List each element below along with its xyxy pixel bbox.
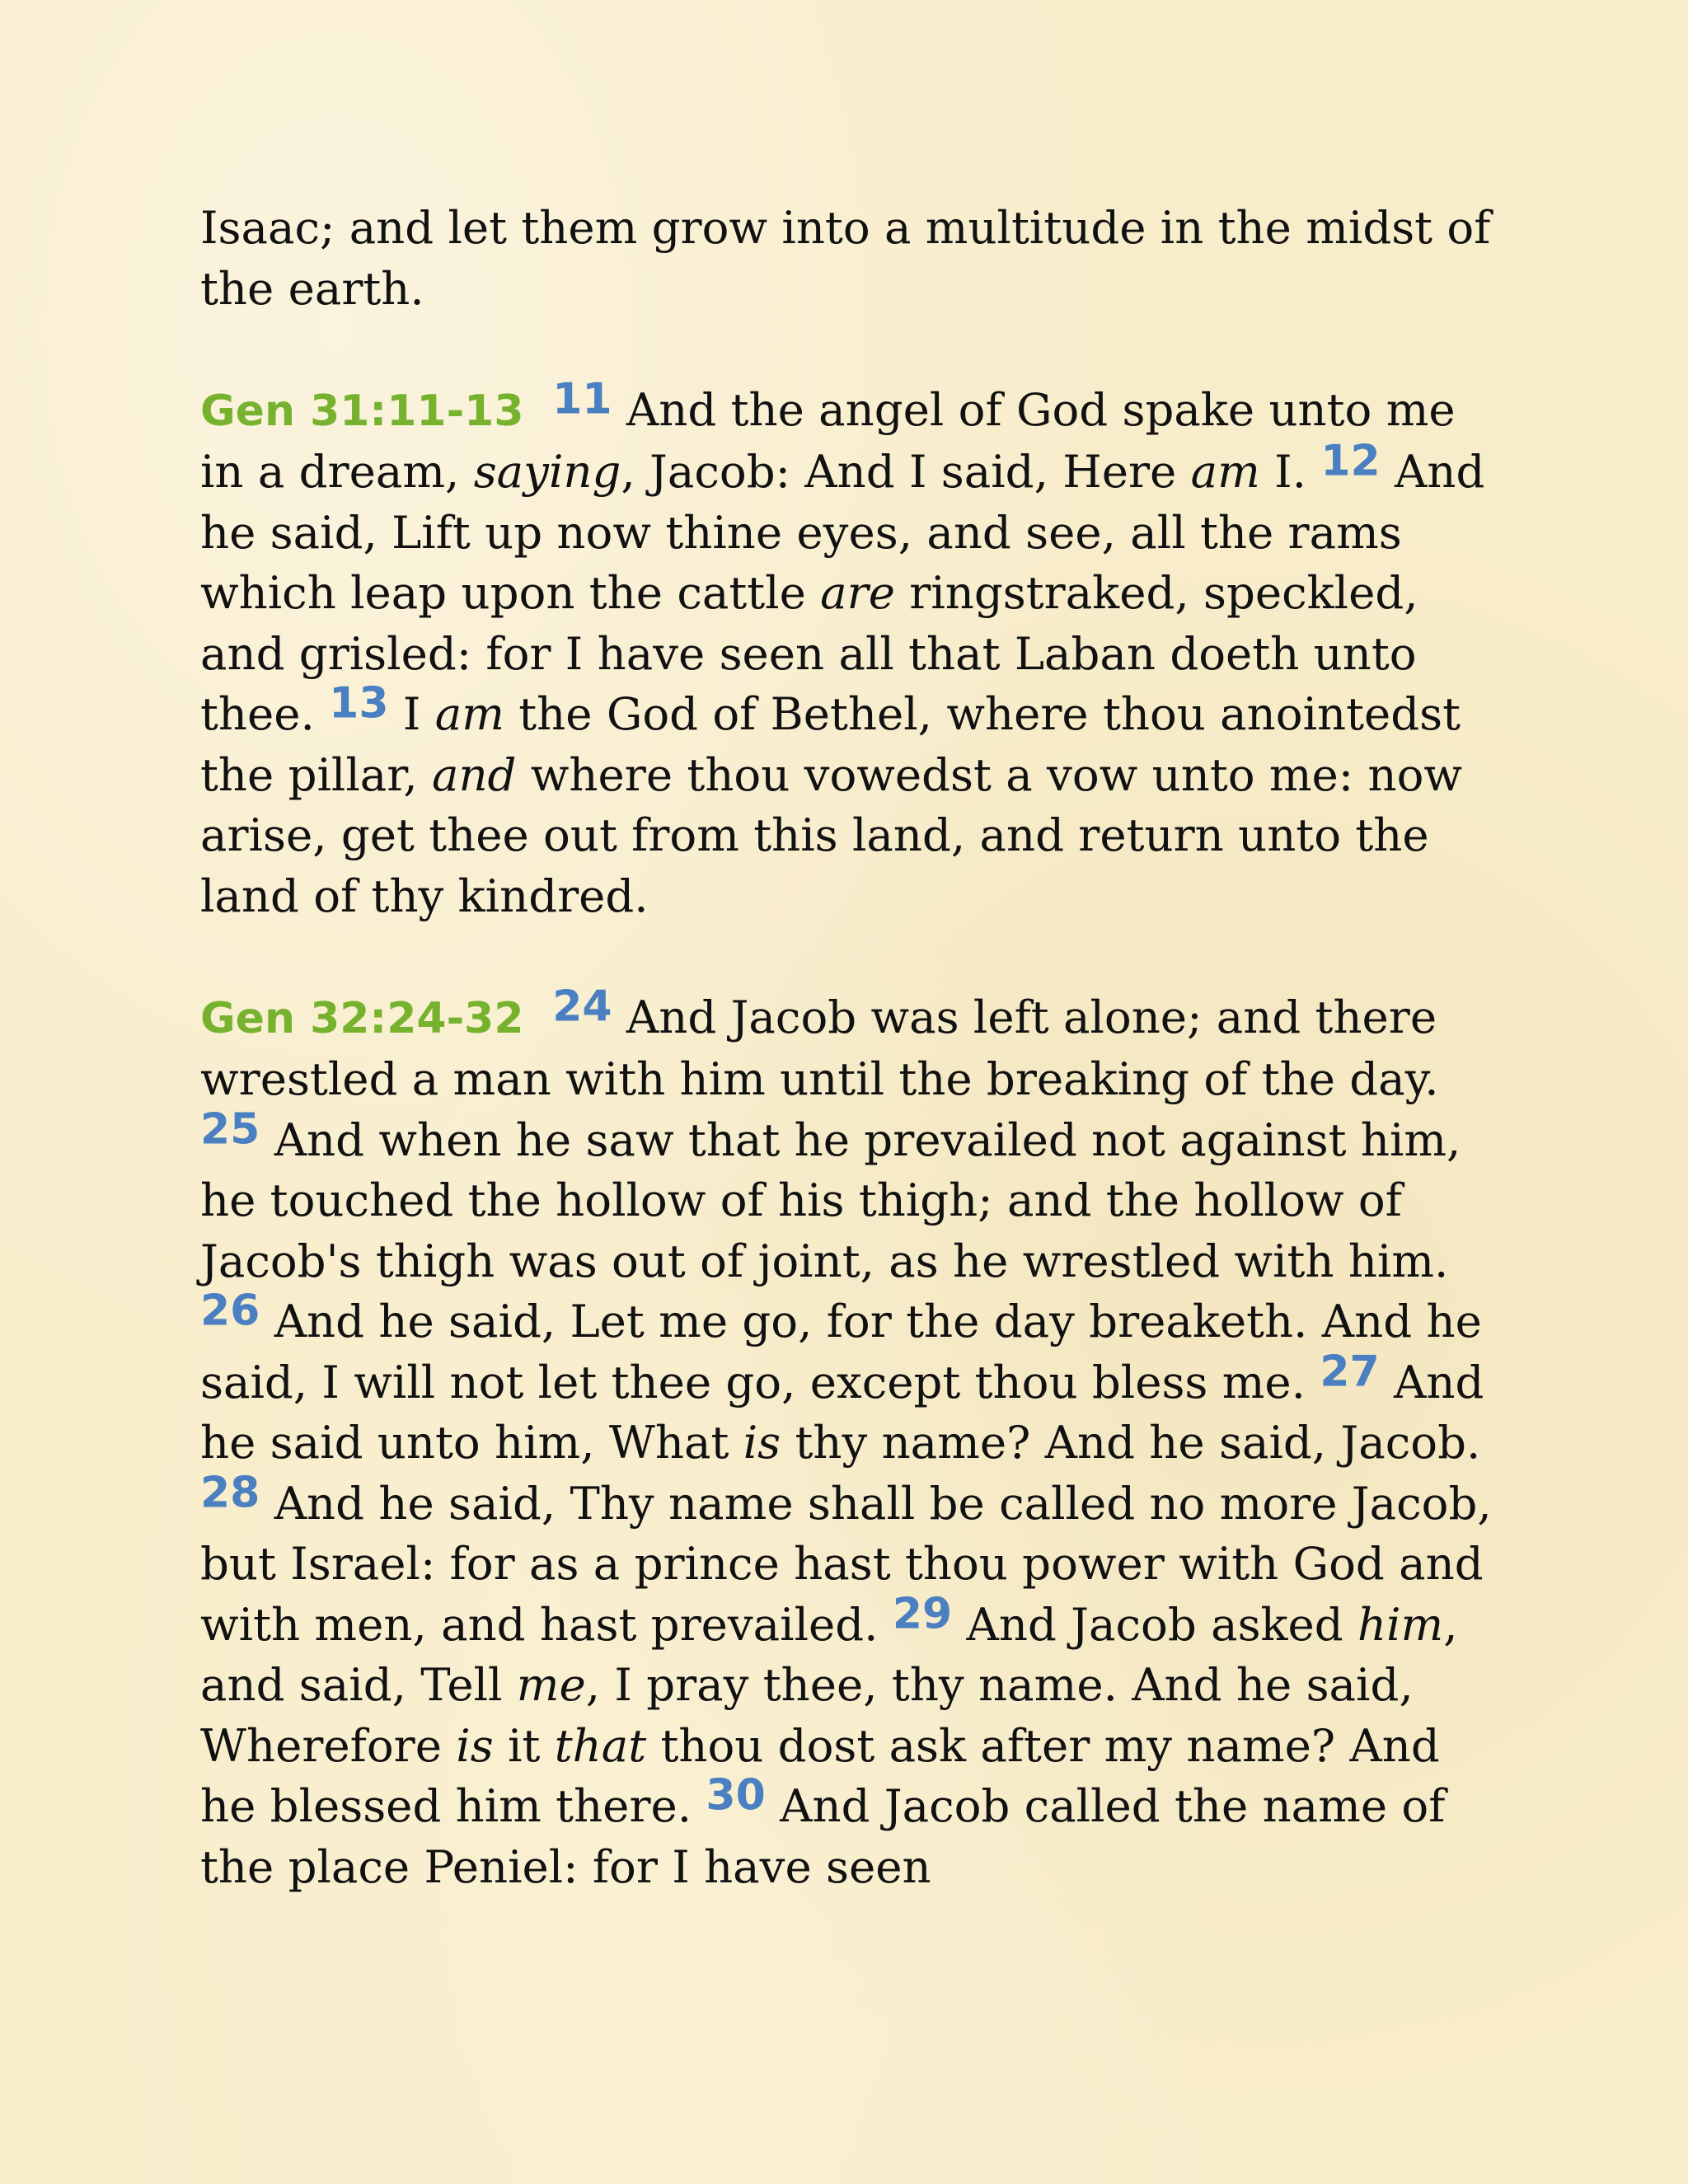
verse-number: 12 [1320,436,1381,486]
verse-text: And he said, Lift up now thine eyes, and see, all the rams which leap upon the cattle [200,445,1485,619]
italic-word: me [516,1658,586,1711]
verse-number: 13 [329,678,389,729]
verse-text: ringstraked, speckled, and grisled: for I have seen all that Laban doeth unto thee. [200,566,1418,740]
verse-text: And Jacob called the name of the place Peniel: for I have seen [200,1779,1446,1893]
verse-number: 26 [200,1286,260,1336]
verse-text: And Jacob was left alone; and there wrestled a man with him until the breaking of the day. [200,990,1439,1105]
verse-number: 29 [892,1588,953,1638]
verse-text: the God of Bethel, where thou anointedst the pillar, [200,687,1461,801]
document-page [200,198,1507,1958]
verse-text: it [508,1718,541,1772]
verse-text: And he said unto him, What [200,1355,1484,1469]
verse-number: 28 [200,1467,260,1517]
verse-number: 24 [552,981,612,1031]
scripture-reference: Gen 31:11-13 [200,386,524,436]
passage-gen-32 [200,981,1507,1898]
italic-word: and [431,748,517,801]
italic-word: are [820,566,895,619]
verse-number: 30 [706,1770,766,1821]
verse-text: , Jacob: And I said, Here [621,445,1177,498]
verse-text: thou dost ask after my name? And he blessed him there. [200,1718,1440,1832]
continuation-text: Isaac; and let them grow into a multitude in the midst of the earth. [200,201,1491,315]
verse-number: 27 [1320,1346,1380,1396]
italic-word: saying [473,445,621,498]
scripture-reference: Gen 32:24-32 [200,993,524,1043]
verse-text: And Jacob asked [966,1597,1343,1651]
italic-word: is [743,1416,781,1469]
verse-text: And he said, Let me go, for the day breaketh. And he said, I will not let thee go, except thou bless me. [200,1295,1482,1408]
italic-word: that [554,1718,647,1772]
verse-number: 25 [200,1104,260,1154]
paragraph-continuation [200,198,1507,319]
italic-word: am [1190,445,1260,498]
italic-word: is [456,1718,494,1772]
verse-text: thy name? And he said, Jacob. [795,1416,1481,1469]
verse-text: And when he saw that he prevailed not against him, he touched the hollow of his thigh; and the hollow of Jacob's thigh was out of joint, as he wrestled with him. [200,1113,1461,1287]
verse-number: 11 [552,373,612,424]
passage-gen-31 [200,373,1507,927]
verse-text: , and said, Tell [200,1597,1458,1711]
verse-text: I [402,687,421,740]
verse-text: where thou vowedst a vow unto me: now arise, get thee out from this land, and return unto the land of thy kindred. [200,748,1463,922]
verse-text: And the angel of God spake unto me in a dream, [200,382,1456,498]
verse-text: And he said, Thy name shall be called no more Jacob, but Israel: for as a prince hast thou power with God and with men, and hast prevailed. [200,1476,1492,1651]
verse-text: , I pray thee, thy name. And he said, Wherefore [200,1658,1414,1772]
italic-word: him [1357,1597,1444,1651]
verse-text: I. [1274,445,1306,498]
italic-word: am [434,687,504,740]
